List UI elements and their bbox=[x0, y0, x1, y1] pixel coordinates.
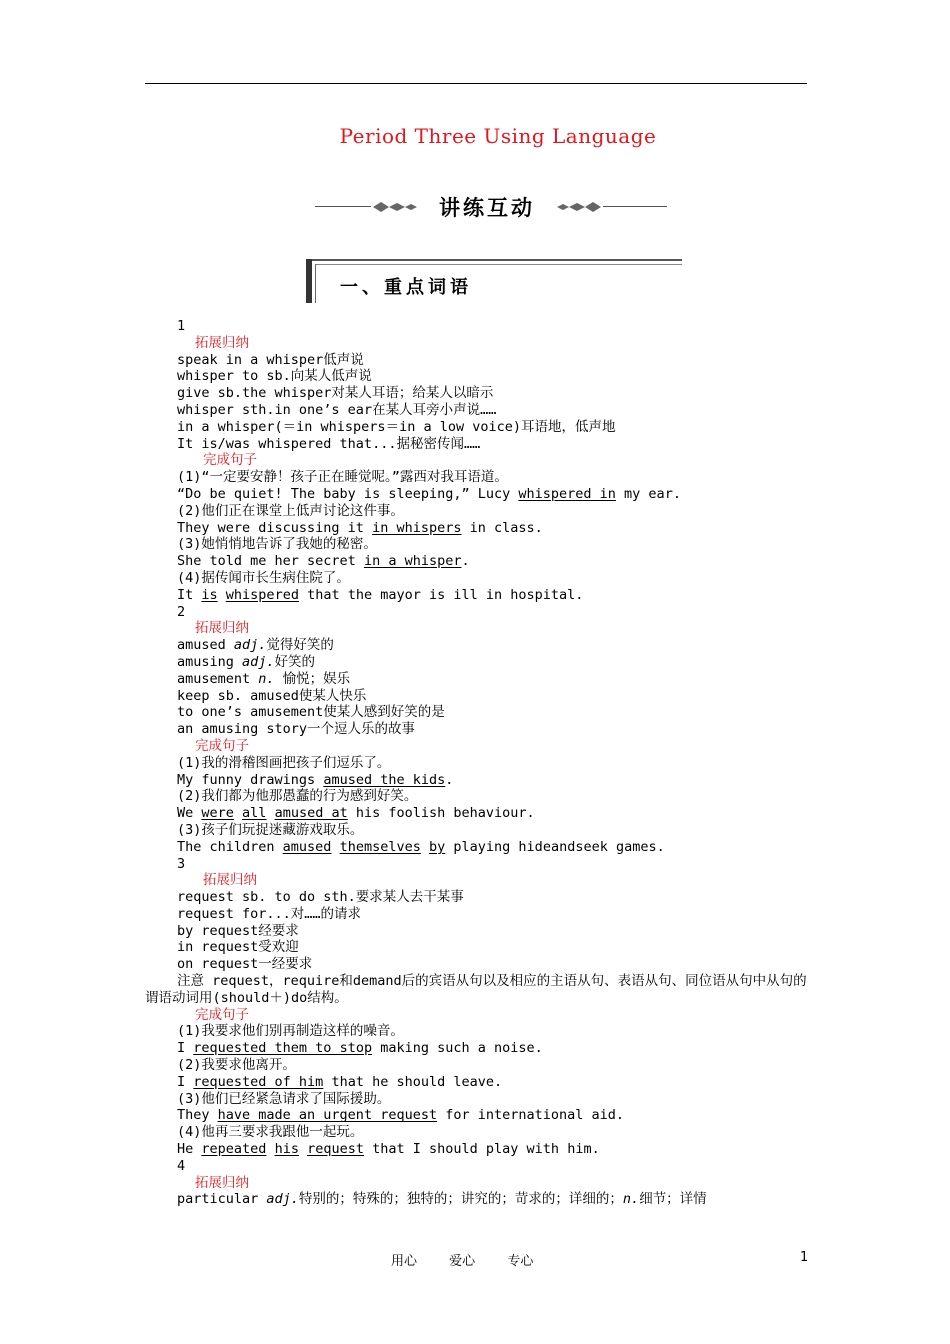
subheading: 拓展归纳 bbox=[195, 1174, 249, 1191]
text: We bbox=[177, 805, 202, 822]
text: 细节；详情 bbox=[639, 1191, 707, 1208]
text-line bbox=[177, 839, 812, 856]
text-line bbox=[177, 1074, 812, 1091]
pos-label: adj. bbox=[242, 653, 275, 670]
heading-rule bbox=[315, 264, 682, 265]
answer: by bbox=[429, 838, 446, 855]
footer-text: 用心 bbox=[391, 1254, 418, 1269]
answer: his bbox=[274, 1141, 299, 1158]
text: She told me her secret bbox=[177, 553, 364, 570]
note-text: 注意 request，require和demand后的宾语从句以及相应的主语从句、表语从句、同位语从句中从句的谓语动词用(should＋)do结构。 bbox=[145, 973, 807, 1006]
text: that the mayor is ill in hospital. bbox=[298, 586, 584, 603]
answer: amused bbox=[282, 838, 332, 855]
text: in class. bbox=[461, 519, 543, 536]
text: It bbox=[177, 586, 202, 603]
text: my ear. bbox=[615, 485, 681, 502]
text-line: (3)他们已经紧急请求了国际援助。 bbox=[177, 1090, 391, 1107]
heading-rule bbox=[306, 259, 682, 261]
text-line: request for...对……的请求 bbox=[177, 905, 362, 922]
content-body bbox=[145, 318, 812, 1208]
answer: all bbox=[242, 805, 267, 822]
answer: themselves bbox=[339, 838, 421, 855]
text: They bbox=[177, 1107, 218, 1124]
text-line: whisper sth.in one’s ear在某人耳旁小声说…… bbox=[177, 401, 497, 418]
answer: repeated bbox=[201, 1141, 267, 1158]
text-line: (3)她悄悄地告诉了我她的秘密。 bbox=[177, 536, 377, 553]
text-line bbox=[177, 587, 812, 604]
ornament-icon bbox=[553, 200, 603, 214]
text: My funny drawings bbox=[177, 771, 324, 788]
text: 特别的；特殊的；独特的；讲究的；苛求的；详细的； bbox=[298, 1191, 623, 1208]
text-line: on request一经要求 bbox=[177, 956, 313, 973]
text-line bbox=[177, 520, 812, 537]
text: that he should leave. bbox=[323, 1073, 503, 1090]
text-line: in request受欢迎 bbox=[177, 939, 299, 956]
text: his foolish behaviour. bbox=[347, 805, 535, 822]
item-number: 4 bbox=[177, 1157, 186, 1174]
text-line bbox=[177, 654, 812, 671]
answer: amused the kids bbox=[323, 771, 446, 788]
item-number: 1 bbox=[177, 318, 186, 334]
heading-bar bbox=[315, 264, 316, 303]
subheading: 拓展归纳 bbox=[203, 872, 257, 889]
item-number: 2 bbox=[177, 603, 186, 620]
footer-text: 专心 bbox=[507, 1254, 534, 1269]
subheading: 完成句子 bbox=[195, 737, 249, 754]
text-line: (2)我们都为他那愚蠢的行为感到好笑。 bbox=[177, 788, 418, 805]
banner-line-right bbox=[603, 206, 667, 207]
text-line: request sb. to do sth.要求某人去干某事 bbox=[177, 889, 464, 906]
text-line: (4)他再三要求我跟他一起玩。 bbox=[177, 1124, 364, 1141]
text-line: (1)我要求他们别再制造这样的噪音。 bbox=[177, 1023, 404, 1040]
text-line bbox=[177, 1191, 812, 1208]
text: particular bbox=[177, 1191, 267, 1208]
pos-label: n. bbox=[258, 670, 275, 687]
text: for international aid. bbox=[437, 1107, 625, 1124]
text: amusing bbox=[177, 653, 243, 670]
answer: in a whisper bbox=[363, 553, 462, 570]
section-banner bbox=[315, 192, 667, 222]
text-line: by request经要求 bbox=[177, 922, 299, 939]
pos-label: adj. bbox=[266, 1191, 299, 1208]
subheading: 完成句子 bbox=[195, 1006, 249, 1023]
subheading: 完成句子 bbox=[203, 452, 257, 469]
text-line bbox=[177, 1107, 812, 1124]
banner-text: 讲练互动 bbox=[439, 196, 535, 220]
text: 愉悦；娱乐 bbox=[274, 670, 351, 687]
answer: requested of him bbox=[193, 1073, 324, 1090]
text-line: to one’s amusement使某人感到好笑的是 bbox=[177, 704, 445, 721]
text-line: whisper to sb.向某人低声说 bbox=[177, 368, 372, 385]
text-line bbox=[177, 486, 812, 503]
page-footer bbox=[391, 1250, 561, 1269]
text-line bbox=[177, 805, 812, 822]
answer: is bbox=[201, 586, 218, 603]
banner-line-left bbox=[315, 206, 371, 207]
text-line: (2)他们正在课堂上低声讨论这件事。 bbox=[177, 502, 404, 519]
text-line bbox=[177, 1040, 812, 1057]
text: The children bbox=[177, 838, 283, 855]
text-line bbox=[177, 772, 812, 789]
text: amusement bbox=[177, 670, 259, 687]
footer-text: 爱心 bbox=[449, 1254, 476, 1269]
heading-bar bbox=[306, 259, 312, 303]
answer: whispered bbox=[225, 586, 299, 603]
text: 觉得好笑的 bbox=[266, 637, 334, 654]
text-line: (4)据传闻市长生病住院了。 bbox=[177, 569, 350, 586]
text-line bbox=[177, 637, 812, 654]
text-line bbox=[177, 1141, 812, 1158]
text: . bbox=[461, 553, 470, 570]
answer: in whispers bbox=[372, 519, 462, 536]
text-line: keep sb. amused使某人快乐 bbox=[177, 687, 367, 704]
section-heading bbox=[306, 259, 682, 303]
text: I bbox=[177, 1040, 194, 1057]
pos-label: n. bbox=[622, 1191, 640, 1208]
note-paragraph bbox=[145, 973, 812, 1007]
answer: have made an urgent request bbox=[217, 1107, 438, 1124]
text: . bbox=[445, 771, 454, 788]
answer: requested them to stop bbox=[193, 1040, 373, 1057]
text: amused bbox=[177, 637, 234, 654]
text: that I should play with him. bbox=[364, 1141, 600, 1158]
text: playing hideandseek games. bbox=[445, 838, 665, 855]
section-heading-text: 一、重点词语 bbox=[340, 277, 472, 298]
text: “Do be quiet! The baby is sleeping,” Lucy bbox=[177, 485, 519, 502]
subheading: 拓展归纳 bbox=[195, 620, 249, 637]
text-line: (3)孩子们玩捉迷藏游戏取乐。 bbox=[177, 821, 364, 838]
answer: were bbox=[201, 805, 234, 822]
text-line: It is/was whispered that...据秘密传闻…… bbox=[177, 435, 481, 452]
text-line: speak in a whisper低声说 bbox=[177, 351, 364, 368]
answer: whispered in bbox=[518, 485, 616, 502]
text: He bbox=[177, 1141, 202, 1158]
text-line bbox=[177, 553, 812, 570]
ornament-icon bbox=[371, 200, 421, 214]
subheading: 拓展归纳 bbox=[195, 334, 249, 351]
item-number: 3 bbox=[177, 855, 186, 872]
text: 好笑的 bbox=[274, 653, 316, 670]
page-number: 1 bbox=[800, 1250, 809, 1265]
text: I bbox=[177, 1073, 194, 1090]
text-line: give sb.the whisper对某人耳语；给某人以暗示 bbox=[177, 385, 494, 402]
answer: request bbox=[307, 1141, 364, 1158]
text-line: an amusing story一个逗人乐的故事 bbox=[177, 721, 416, 738]
text-line: (1)我的滑稽图画把孩子们逗乐了。 bbox=[177, 754, 391, 771]
header-rule bbox=[145, 83, 807, 84]
text-line: (2)我要求他离开。 bbox=[177, 1057, 296, 1074]
page-title: Period Three Using Language bbox=[339, 124, 657, 148]
answer: amused at bbox=[274, 805, 348, 822]
text-line bbox=[177, 671, 812, 688]
text-line: (1)“一定要安静！孩子正在睡觉呢。”露西对我耳语道。 bbox=[177, 469, 508, 486]
text: making such a noise. bbox=[372, 1040, 543, 1057]
pos-label: adj. bbox=[233, 637, 267, 654]
text-line: in a whisper(＝in whispers＝in a low voice)耳语地，低声地 bbox=[177, 418, 616, 435]
text: They were discussing it bbox=[177, 519, 373, 536]
